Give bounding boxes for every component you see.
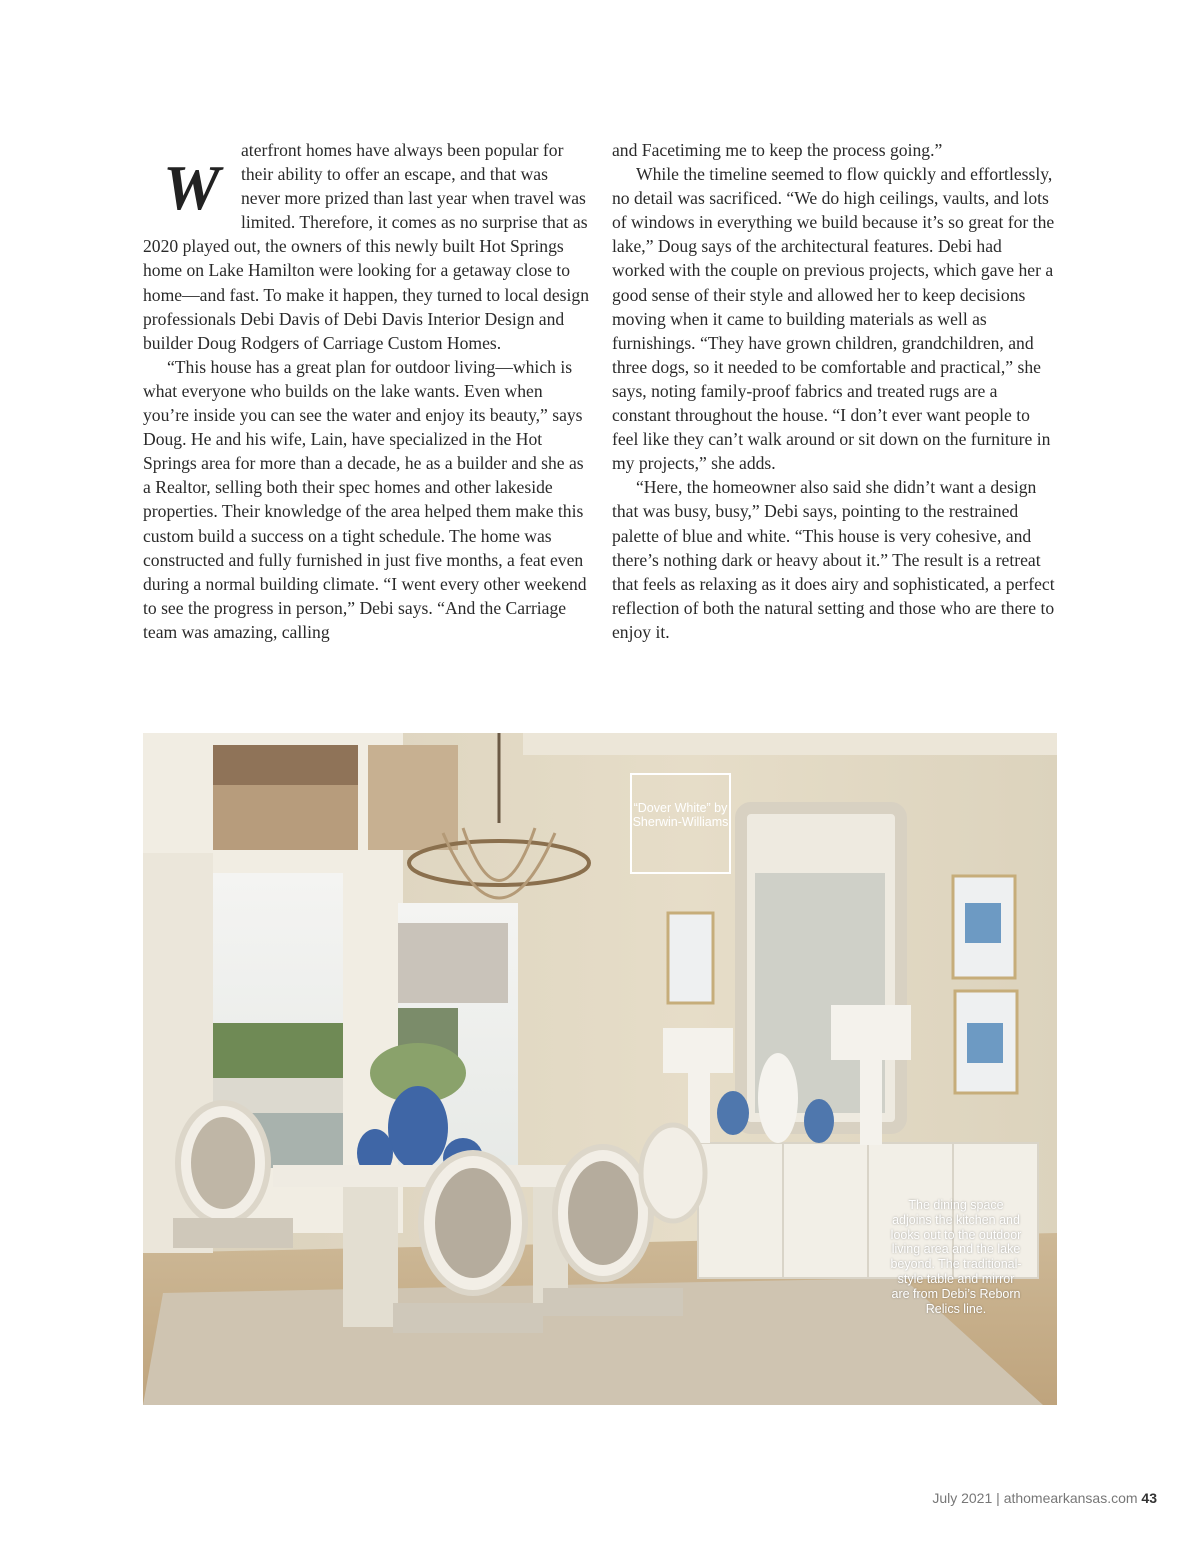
article-paragraph: “This house has a great plan for outdoor living—which is what everyone who builds on the lake wants. Even when you’re inside you can see the water and enjoy its beauty,” says Doug. He and his wife, Lain, have specialized in the Hot Springs area for more than a decade, he as a builder and she as a Realtor, selling both their spec homes and other lakeside properties. Their knowledge of the area helped them make this custom build a success on a tight schedule. The home was constructed and fully furnished in just five months, a feat even during a normal building climate. “I went every other weekend to see the progress in person,” Debi says. “And the Carriage team was amazing, calling: [143, 356, 587, 642]
paint-callout-box: [630, 773, 731, 874]
article-paragraph: and Facetiming me to keep the process going.”: [612, 140, 943, 160]
article-left-column: [143, 138, 589, 644]
article-paragraph: While the timeline seemed to flow quickly and effortlessly, no detail was sacrificed. “We do high ceilings, vaults, and lots of windows in everything we build because it’s so great for the lake,” Doug says of the architectural features. Debi had worked with the couple on previous projects, which gave her a good sense of their style and allowed her to keep decisions moving when it came to building materials as well as furnishings. “They have grown children, grandchildren, and three dogs, so it needed to be comfortable and practical,” she says, noting family-proof fabrics and treated rugs are a constant throughout the house. “I don’t ever want people to feel like they can’t walk around or sit down on the furniture in my projects,” she adds.: [612, 164, 1055, 474]
article-paragraph: “Here, the homeowner also said she didn’t want a design that was busy, busy,” Debi says, pointing to the restrained palette of blue and white. “This house is very cohesive, and there’s nothing dark or heavy about it.” The result is a retreat that feels as relaxing as it does airy and sophisticated, a perfect reflection of both the natural setting and those who are there to enjoy it.: [612, 477, 1055, 642]
page-footer: [932, 1490, 1157, 1506]
drop-cap: W: [163, 152, 220, 223]
article-paragraph: aterfront homes have always been popular for their ability to offer an escape, and that was never more prized than last year when travel was limited. Therefore, it comes as no surprise that as 2020 played out, the owners of this newly built Hot Springs home on Lake Hamilton were looking for a getaway close to home—and fast. To make it happen, they turned to local design professionals Debi Davis of Debi Davis Interior Design and builder Doug Rodgers of Carriage Custom Homes.: [143, 140, 589, 353]
website: athomearkansas.com: [1003, 1490, 1138, 1506]
paint-callout-text: “Dover White” by Sherwin-Williams: [632, 801, 729, 829]
photo-caption: The dining space adjoins the kitchen and looks out to the outdoor living area and the lake beyond. The traditional-style table and mirror are from Debi’s Reborn Relics line.: [890, 1198, 1022, 1316]
page-number: 43: [1141, 1490, 1157, 1506]
issue-date: July 2021: [932, 1490, 993, 1506]
footer-separator: |: [996, 1490, 1000, 1506]
article-right-column: [612, 138, 1058, 644]
